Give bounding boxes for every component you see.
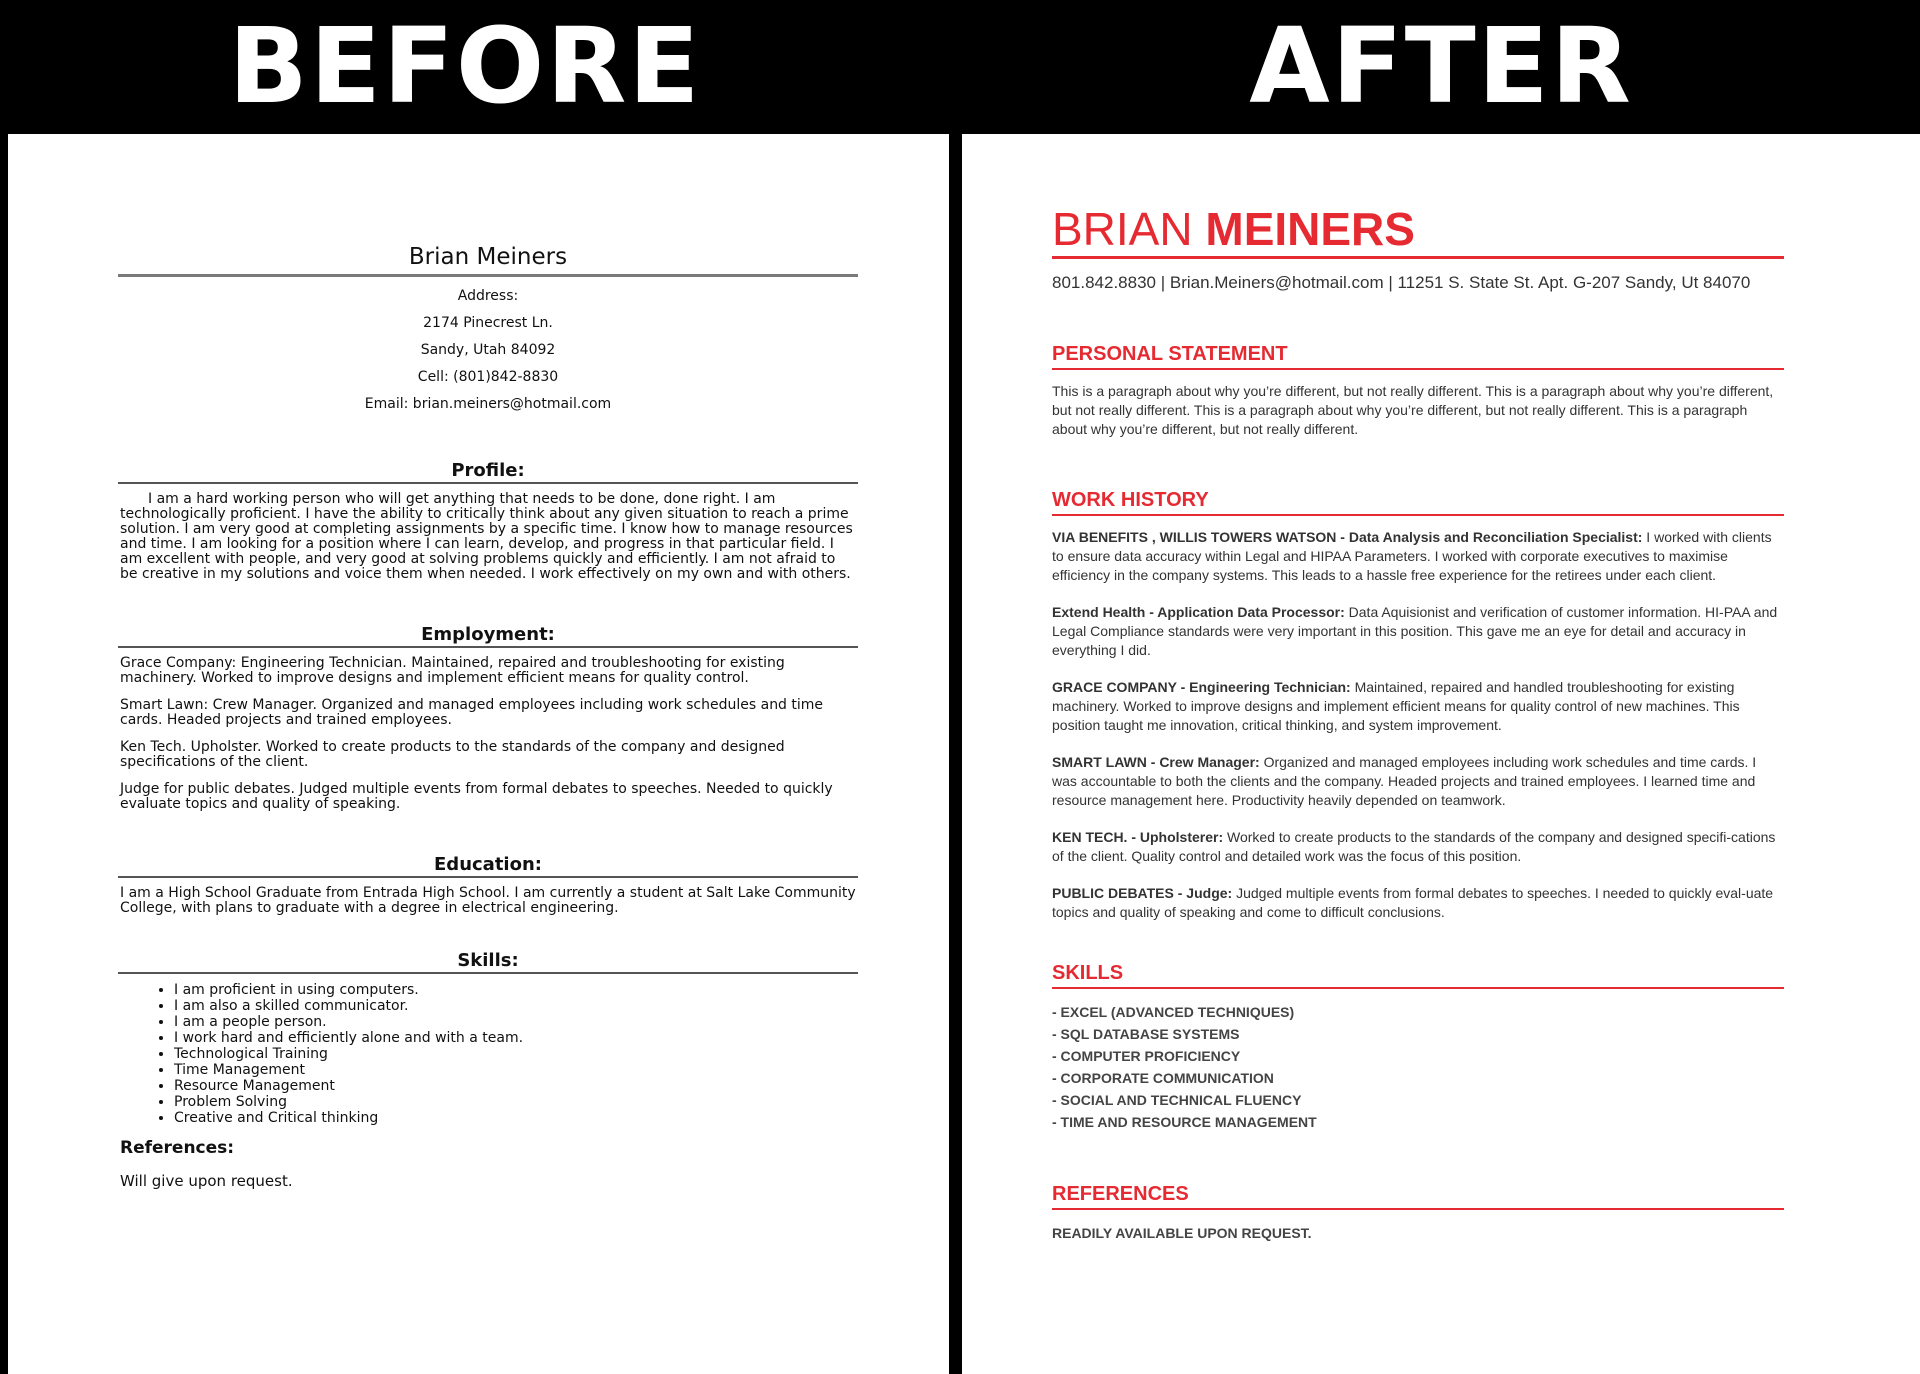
after-name — [1052, 204, 1784, 259]
after-job-entry — [1052, 528, 1784, 585]
before-skill-item: • I am a people person. — [174, 1014, 858, 1030]
before-references-text: Will give upon request. — [120, 1172, 293, 1190]
after-job-heading: SMART LAWN - Crew Manager: — [1052, 754, 1260, 770]
after-skills-title: SKILLS — [1052, 962, 1784, 989]
after-skill-item: - CORPORATE COMMUNICATION — [1052, 1070, 1274, 1086]
before-email: Email: brian.meiners@hotmail.com — [364, 396, 612, 412]
before-cell: Cell: (801)842-8830 — [417, 369, 559, 385]
before-resume — [118, 244, 858, 1190]
before-employment-item: Grace Company: Engineering Technician. Maintained, repaired and troubleshooting for existing machinery. Worked to improve designs and implement efficient means for quality control. — [120, 655, 785, 686]
before-skills-title: Skills: — [118, 950, 858, 974]
before-skills-list — [118, 982, 858, 1126]
before-profile-title: Profile: — [118, 460, 858, 484]
after-job-heading: VIA BENEFITS , WILLIS TOWERS WATSON - Data Analysis and Reconciliation Specialist: — [1052, 529, 1643, 545]
after-job-entry — [1052, 678, 1784, 735]
after-contact-line: 801.842.8830 | Brian.Meiners@hotmail.com | 11251 S. State St. Apt. G-207 Sandy, Ut 84070 — [1052, 273, 1751, 292]
after-resume — [1052, 204, 1784, 1244]
before-employment-item: Smart Lawn: Crew Manager. Organized and managed employees including work schedules and time cards. Headed projects and trained employees. — [120, 697, 824, 728]
before-name: Brian Meiners — [118, 244, 858, 277]
before-address-street: 2174 Pinecrest Ln. — [423, 315, 553, 331]
after-statement-title: PERSONAL STATEMENT — [1052, 343, 1784, 370]
after-name-first: BRIAN — [1052, 203, 1193, 255]
after-skill-item: - SOCIAL AND TECHNICAL FLUENCY — [1052, 1092, 1302, 1108]
after-job-entry — [1052, 884, 1784, 922]
after-job-entry — [1052, 828, 1784, 866]
before-skill-item: • I am proficient in using computers. — [174, 982, 858, 998]
after-statement-text: This is a paragraph about why you’re different, but not really different. This is a paragraph about why you’re different, but not really different. This is a paragraph about why you’re different, but not really different. This is a paragraph about why you’re different, but not really different. — [1052, 383, 1774, 437]
after-job-heading: KEN TECH. - Upholsterer: — [1052, 829, 1224, 845]
before-contact-block — [118, 283, 858, 418]
after-skill-item: - TIME AND RESOURCE MANAGEMENT — [1052, 1114, 1317, 1130]
before-address-city: Sandy, Utah 84092 — [420, 342, 556, 358]
before-resume-page — [8, 134, 949, 1374]
after-job-heading: Extend Health - Application Data Processor: — [1052, 604, 1345, 620]
before-education-text: I am a High School Graduate from Entrada High School. I am currently a student at Salt Lake Community College, with plans to graduate with a degree in electrical engineering. — [120, 885, 856, 916]
before-label: BEFORE — [228, 5, 702, 127]
after-name-last: MEINERS — [1205, 203, 1415, 255]
after-skill-item: - COMPUTER PROFICIENCY — [1052, 1048, 1241, 1064]
after-job-heading: GRACE COMPANY - Engineering Technician: — [1052, 679, 1351, 695]
before-references-title: References: — [120, 1138, 235, 1158]
before-profile-text: I am a hard working person who will get anything that needs to be done, done right. I am technologically proficient. I have the ability to critically think about any given situation to reach a prime solution. I am very good at completing assignments by a specific time. I know how to manage resources and time. I am looking for a position where I can learn, develop, and progress in that particular field. I am excellent with people, and very good at solving problems quickly and efficiently. I am not afraid to be creative in my solutions and voice them when needed. I work effectively on my own and with others. — [120, 491, 853, 582]
before-employment-item: Ken Tech. Upholster. Worked to create products to the standards of the company and designed specifications of the client. — [120, 739, 785, 770]
before-skill-item: • Resource Management — [174, 1078, 858, 1094]
after-resume-page — [962, 134, 1920, 1374]
after-job-entry — [1052, 753, 1784, 810]
after-job-text: Data Aquisionist and verification of customer information. HI-PAA and Legal Compliance standards were very important in this position. This gave me an eye for detail and accuracy in everything I did. — [1052, 604, 1778, 658]
before-skill-item: • Time Management — [174, 1062, 858, 1078]
after-job-entry — [1052, 603, 1784, 660]
before-skill-item: • Problem Solving — [174, 1094, 858, 1110]
after-references-text: READILY AVAILABLE UPON REQUEST. — [1052, 1225, 1312, 1241]
before-employment-title: Employment: — [118, 624, 858, 648]
after-job-text: Worked to create products to the standards of the company and designed specifi-cations of the client. Quality control and detailed work was the focus of this position. — [1052, 829, 1776, 864]
after-job-text: Organized and managed employees including work schedules and time cards. I was accountable to both the clients and the company. Headed projects and trained employees. I learned time and resource management here. Productivity heavily depended on teamwork. — [1052, 754, 1757, 808]
before-skill-item: • Creative and Critical thinking — [174, 1110, 858, 1126]
before-education-title: Education: — [118, 854, 858, 878]
after-job-text: I worked with clients to ensure data accuracy within Legal and HIPAA Parameters. I worked with corporate executives to maximise efficiency in the company systems. This leads to a hassle free experience for the retirees under each client. — [1052, 529, 1772, 583]
after-work-title: WORK HISTORY — [1052, 489, 1784, 516]
after-skill-item: - EXCEL (ADVANCED TECHNIQUES) — [1052, 1004, 1295, 1020]
after-label: AFTER — [1249, 5, 1633, 127]
before-skill-item: • I am also a skilled communicator. — [174, 998, 858, 1014]
after-skill-item: - SQL DATABASE SYSTEMS — [1052, 1026, 1240, 1042]
after-job-text: Maintained, repaired and handled troubleshooting for existing machinery. Worked to improve designs and implement efficient means for quality control of new machines. This position taught me innovation, critical thinking, and system improvement. — [1052, 679, 1740, 733]
after-job-heading: PUBLIC DEBATES - Judge: — [1052, 885, 1233, 901]
before-employment-item: Judge for public debates. Judged multiple events from formal debates to speeches. Needed to quickly evaluate topics and quality of speaking. — [120, 781, 833, 812]
before-skill-item: • I work hard and efficiently alone and with a team. — [174, 1030, 858, 1046]
before-skill-item: • Technological Training — [174, 1046, 858, 1062]
after-job-text: Judged multiple events from formal debates to speeches. I needed to quickly eval-uate topics and quality of speaking and come to difficult conclusions. — [1052, 885, 1774, 920]
after-references-title: REFERENCES — [1052, 1183, 1784, 1210]
before-address-label: Address: — [457, 288, 519, 304]
